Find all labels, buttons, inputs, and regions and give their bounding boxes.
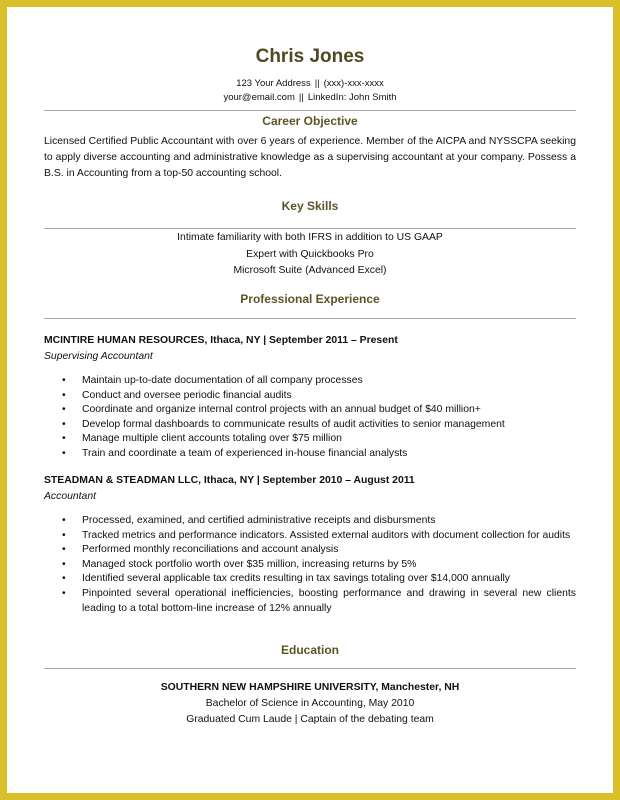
bullet-icon: • bbox=[62, 587, 66, 599]
contact-separator: || bbox=[298, 92, 304, 103]
section-divider bbox=[44, 110, 576, 111]
bullet-icon: • bbox=[62, 375, 66, 386]
list-item bbox=[44, 529, 576, 544]
candidate-name: Chris Jones bbox=[255, 46, 365, 67]
section-title-experience: Professional Experience bbox=[240, 292, 380, 306]
bullet-icon: • bbox=[62, 544, 66, 556]
bullet-text: Train and coordinate a team of experienced in-house financial analysts bbox=[82, 447, 408, 459]
bullet-icon: • bbox=[62, 389, 66, 401]
bullet-text: Develop formal dashboards to communicate results of audit activities to senior management bbox=[82, 418, 505, 430]
list-item bbox=[44, 514, 576, 529]
section-title-skills: Key Skills bbox=[281, 199, 339, 213]
list-item bbox=[44, 543, 576, 558]
job-role: Accountant bbox=[44, 491, 96, 502]
job-role: Supervising Accountant bbox=[44, 351, 153, 362]
bullet-icon: • bbox=[62, 515, 66, 526]
linkedin-text: LinkedIn: John Smith bbox=[307, 92, 397, 103]
education-school: SOUTHERN NEW HAMPSHIRE UNIVERSITY, Manchester, NH bbox=[160, 682, 460, 693]
job-bullet-list bbox=[44, 374, 576, 462]
list-item bbox=[44, 587, 576, 616]
bullet-icon: • bbox=[62, 558, 66, 570]
bullet-text: Performed monthly reconciliations and account analysis bbox=[82, 544, 339, 556]
phone-text: (xxx)-xxx-xxxx bbox=[323, 78, 384, 89]
list-item bbox=[44, 572, 576, 587]
skill-item: Microsoft Suite (Advanced Excel) bbox=[233, 265, 387, 276]
contact-line-address-phone bbox=[44, 78, 576, 89]
bullet-text: Processed, examined, and certified administrative receipts and disbursments bbox=[82, 515, 436, 526]
list-item bbox=[44, 432, 576, 447]
bullet-icon: • bbox=[62, 573, 66, 585]
address-text: 123 Your Address bbox=[236, 78, 311, 89]
contact-separator: || bbox=[314, 78, 320, 89]
job-heading: STEADMAN & STEADMAN LLC, Ithaca, NY | September 2010 – August 2011 bbox=[44, 475, 415, 486]
contact-line-email-linkedin bbox=[44, 92, 576, 103]
bullet-text: Manage multiple client accounts totaling over $75 million bbox=[82, 433, 342, 445]
list-item bbox=[44, 418, 576, 433]
list-item bbox=[44, 558, 576, 573]
list-item bbox=[44, 447, 576, 462]
skills-list bbox=[44, 230, 576, 280]
skill-item: Intimate familiarity with both IFRS in addition to US GAAP bbox=[177, 232, 443, 243]
education-honors: Graduated Cum Laude | Captain of the debating team bbox=[186, 714, 434, 725]
bullet-icon: • bbox=[62, 418, 66, 430]
job-heading: MCINTIRE HUMAN RESOURCES, Ithaca, NY | September 2011 – Present bbox=[44, 335, 398, 346]
section-divider bbox=[44, 668, 576, 669]
bullet-icon: • bbox=[62, 433, 66, 445]
bullet-text: Conduct and oversee periodic financial audits bbox=[82, 389, 292, 401]
skill-item: Expert with Quickbooks Pro bbox=[246, 248, 374, 260]
bullet-text: Managed stock portfolio worth over $35 million, increasing returns by 5% bbox=[82, 558, 417, 570]
section-divider bbox=[44, 318, 576, 319]
bullet-text: Coordinate and organize internal control projects with an annual budget of $40 million+ bbox=[82, 404, 481, 416]
list-item bbox=[44, 403, 576, 418]
list-item bbox=[44, 389, 576, 404]
objective-paragraph: Licensed Certified Public Accountant with over 6 years of experience. Member of the AICPA and NYSSCPA seeking to apply diverse accounting and administrative knowledge as a supervising accountant at your company. Possess a B.S. in Accounting from a top-50 accounting school. bbox=[44, 136, 576, 179]
bullet-text: Pinpointed several operational inefficiencies, boosting performance and drawing in several new clients leading to a total bottom-line increase of 12% annually bbox=[82, 587, 576, 614]
bullet-text: Tracked metrics and performance indicators. Assisted external auditors with document collection for audits bbox=[82, 529, 571, 541]
job-bullet-list bbox=[44, 514, 576, 616]
section-title-objective: Career Objective bbox=[262, 114, 358, 128]
bullet-icon: • bbox=[62, 447, 66, 459]
email-text: your@email.com bbox=[223, 92, 295, 103]
bullet-icon: • bbox=[62, 529, 66, 541]
section-divider bbox=[44, 228, 576, 229]
list-item bbox=[44, 374, 576, 389]
education-degree: Bachelor of Science in Accounting, May 2010 bbox=[205, 698, 415, 709]
bullet-text: Maintain up-to-date documentation of all company processes bbox=[82, 375, 363, 386]
bullet-text: Identified several applicable tax credits resulting in tax savings totaling over $14,000 annually bbox=[82, 573, 511, 585]
section-title-education: Education bbox=[280, 643, 339, 657]
bullet-icon: • bbox=[62, 404, 66, 416]
